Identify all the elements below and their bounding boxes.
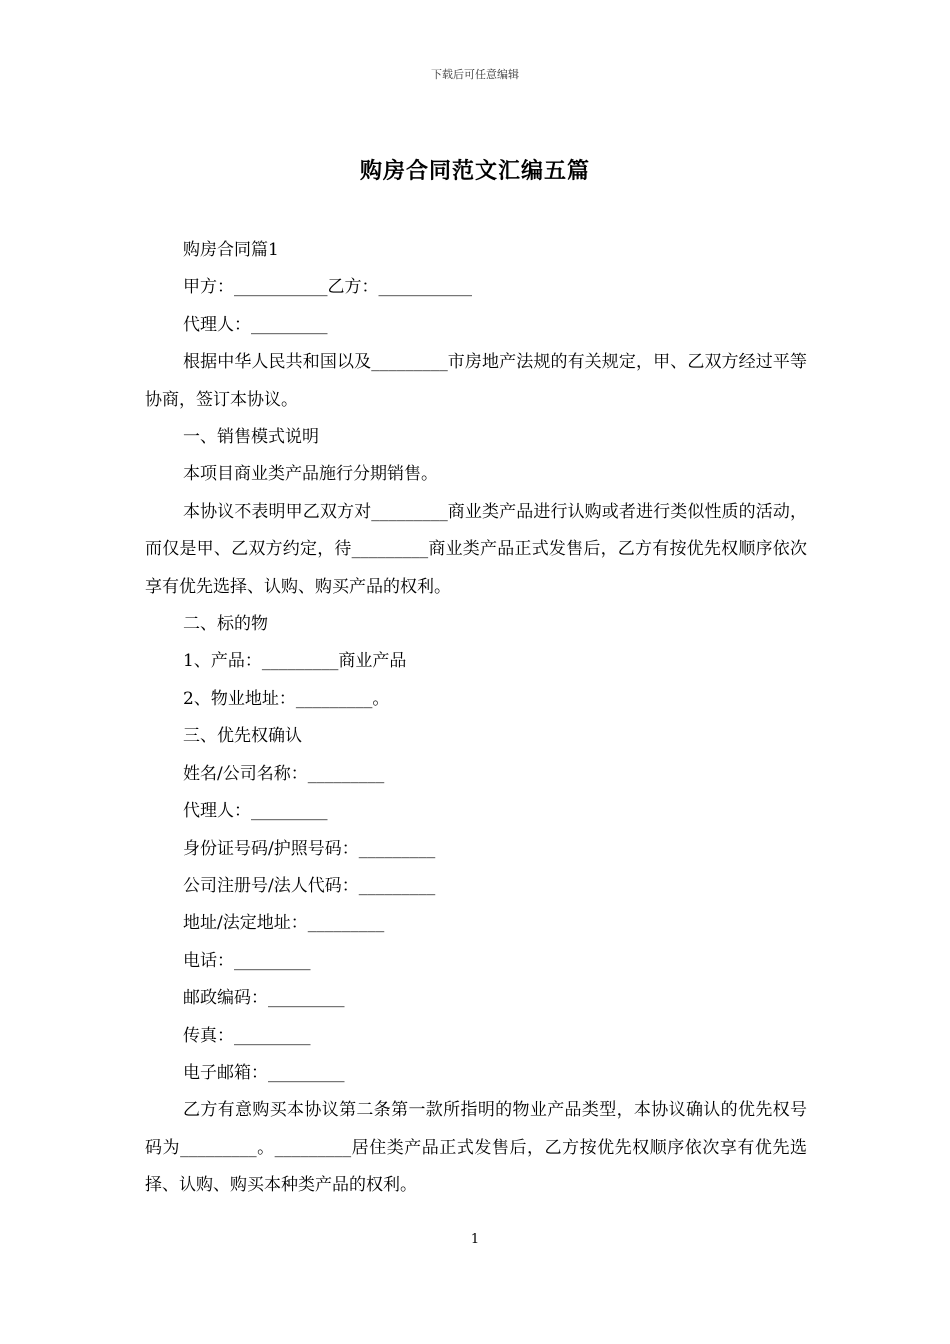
form-line: 姓名/公司名称：_________ (183, 763, 385, 784)
paragraph: 乙方有意购买本协议第二条第一款所指明的物业产品类型，本协议确认的优先权号码为_________。_________居住类产品正式发售后，乙方按优先权顺序依次享有优先选择、认购、购买本种类产品的权利。 (145, 1100, 807, 1196)
agent-line: 代理人：_________ (183, 314, 328, 335)
form-line: 邮政编码：_________ (183, 988, 345, 1009)
form-line: 1、产品：_________商业产品 (183, 651, 407, 672)
form-line: 2、物业地址：_________。 (183, 688, 390, 709)
party-line: 甲方：___________乙方：___________ (183, 277, 472, 298)
form-line: 代理人：_________ (183, 801, 328, 822)
document-title: 购房合同范文汇编五篇 (359, 158, 590, 184)
form-line: 传真：_________ (183, 1025, 311, 1046)
clause-heading-2: 二、标的物 (183, 614, 268, 635)
intro-paragraph: 根据中华人民共和国以及_________市房地产法规的有关规定，甲、乙双方经过平等协商，签订本协议。 (145, 352, 807, 410)
paragraph: 本项目商业类产品施行分期销售。 (183, 464, 438, 485)
form-line: 电子邮箱：_________ (183, 1062, 345, 1083)
form-line: 公司注册号/法人代码：_________ (183, 875, 436, 896)
form-line: 身份证号码/护照号码：_________ (183, 838, 436, 859)
clause-heading-1: 一、销售模式说明 (183, 427, 319, 448)
document-body (145, 232, 807, 1205)
form-line: 地址/法定地址：_________ (183, 913, 385, 934)
page-header: 下载后可任意编辑 (431, 68, 519, 81)
clause-heading-3: 三、优先权确认 (183, 726, 302, 747)
section-heading-1: 购房合同篇1 (183, 240, 279, 260)
paragraph: 本协议不表明甲乙双方对_________商业类产品进行认购或者进行类似性质的活动，而仅是甲、乙双方约定，待_________商业类产品正式发售后，乙方有按优先权顺序依次享有优先选择、认购、购买产品的权利。 (145, 501, 807, 597)
page-number: 1 (470, 1232, 480, 1247)
form-line: 电话：_________ (183, 950, 311, 971)
